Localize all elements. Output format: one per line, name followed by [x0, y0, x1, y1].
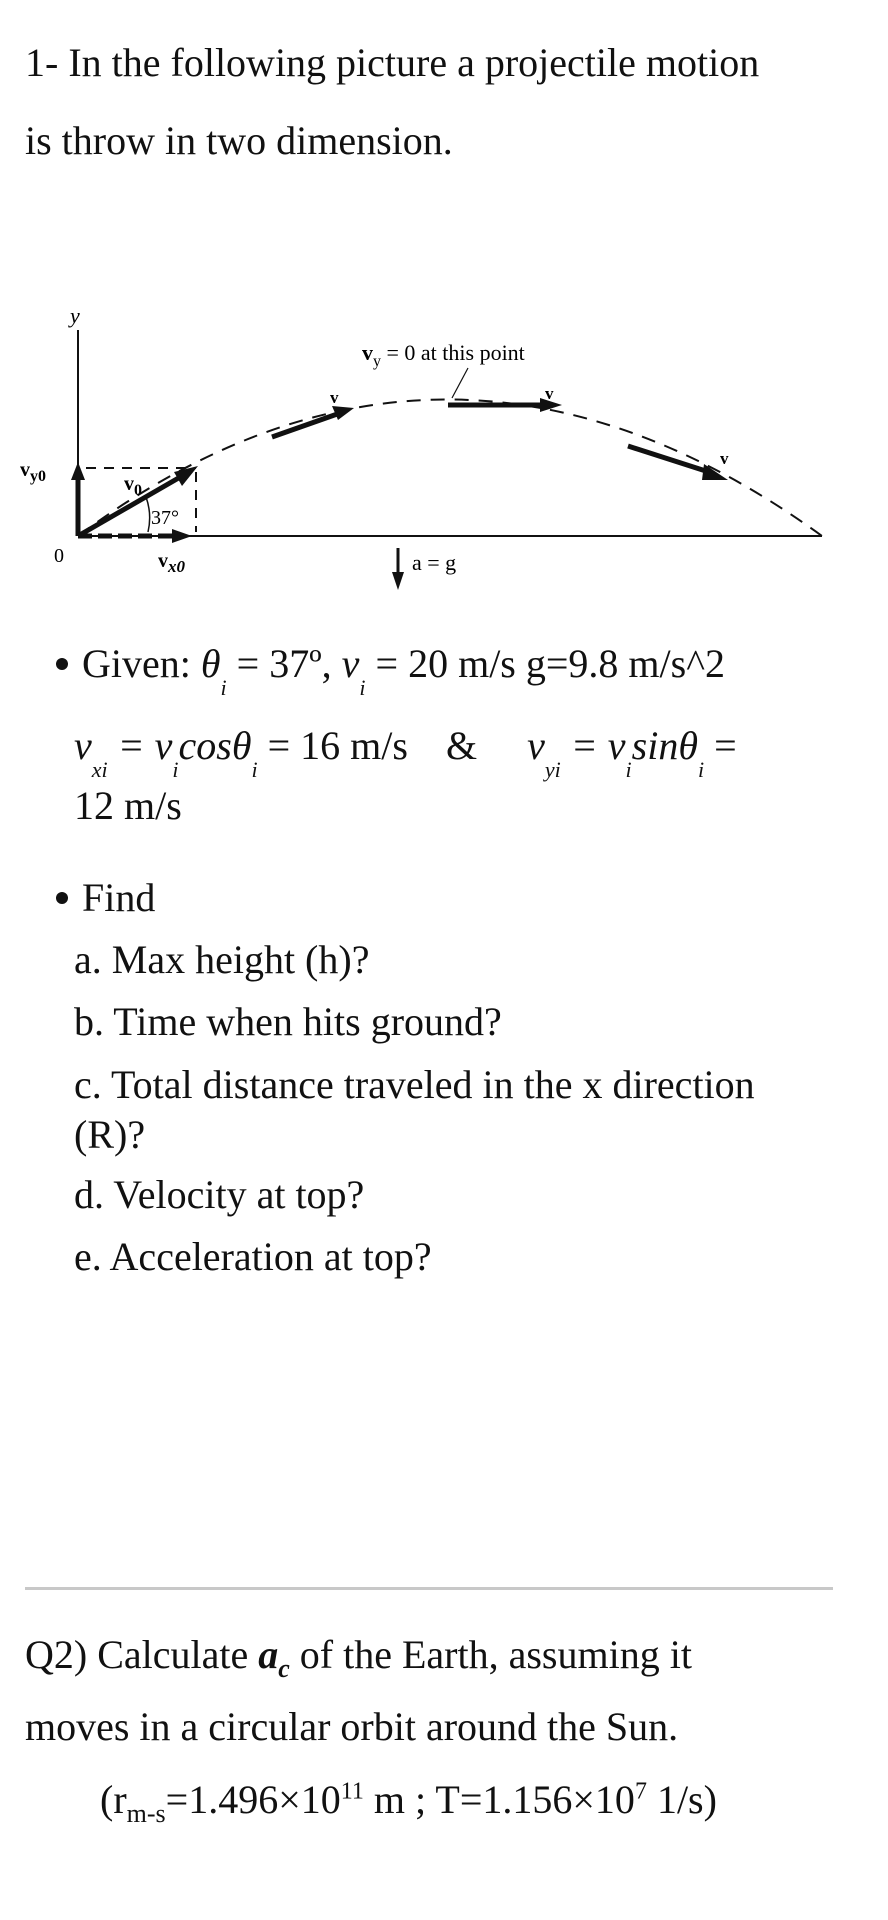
section-divider: [25, 1587, 833, 1590]
components-line: [74, 722, 737, 782]
vy-expression-b-subscript: i: [697, 757, 705, 782]
question-2-line-2: moves in a circular orbit around the Sun.: [25, 1704, 679, 1749]
acceleration-label: a = g: [412, 550, 457, 575]
vy-equals: =: [704, 723, 737, 768]
vx0-arrowhead: [172, 529, 192, 543]
angle-arc: [146, 497, 150, 532]
angle-label: 37°: [151, 507, 179, 529]
vy-zero-annotation: $v_y = 0$ at this point: [362, 340, 525, 370]
question-1-title-line-2: is throw in two dimension.: [25, 118, 453, 163]
v0-label: $v_0$: [124, 473, 142, 499]
projectile-diagram: [0, 300, 888, 600]
question-1-title-line-1: 1- In the following picture a projectile motion: [25, 40, 760, 85]
theta-subscript: i: [220, 675, 227, 700]
question-2-givens: [100, 1776, 717, 1829]
find-item-c-continued: (R)?: [74, 1112, 146, 1157]
find-heading-label: Find: [82, 875, 156, 920]
vx-result: = 16 m/s: [257, 723, 408, 768]
velocity-arrowhead-1: [332, 406, 354, 420]
vy-expression-a: = v: [560, 723, 626, 768]
v-subscript: i: [359, 675, 366, 700]
velocity-arrow-1: [272, 412, 343, 437]
ac-symbol: $a_c$: [258, 1632, 290, 1683]
vy-result-line: 12 m/s: [74, 783, 182, 828]
velocity-label-top: v: [545, 384, 554, 403]
t-unit: 1/s): [646, 1777, 717, 1822]
vy-expression-b: sinθ: [631, 723, 698, 768]
find-item-c: c. Total distance traveled in the x direction: [74, 1062, 755, 1107]
find-item-a: a. Max height (h)?: [74, 937, 370, 982]
trajectory-path: [78, 400, 822, 537]
theta-symbol: θ: [200, 641, 221, 686]
question-2-suffix: of the Earth, assuming it: [289, 1632, 692, 1677]
find-heading: [56, 874, 155, 922]
vx-expression-b-subscript: i: [251, 757, 258, 782]
bullet-icon: [56, 658, 68, 670]
r-value: =1.496×10: [165, 1777, 341, 1822]
velocity-arrow-3: [628, 446, 712, 473]
vx-expression-a: = v: [107, 723, 173, 768]
find-item-d: d. Velocity at top?: [74, 1172, 365, 1217]
vy-symbol: v: [527, 723, 545, 768]
vx-subscript: xi: [91, 757, 108, 782]
velocity-label-3: v: [720, 449, 729, 468]
r-unit-and-t: m ; T=1.156×10: [363, 1777, 635, 1822]
ampersand: &: [445, 723, 478, 768]
acceleration-arrowhead: [392, 572, 404, 590]
question-1-title: [25, 24, 865, 180]
vx-expression-b: cosθ: [178, 723, 252, 768]
vy0-arrowhead: [71, 462, 85, 480]
theta-value: = 37º,: [226, 641, 342, 686]
given-prefix: Given:: [82, 641, 201, 686]
y-axis-label: y: [70, 303, 80, 328]
v-symbol: v: [341, 641, 360, 686]
vy0-label: $v_{y0}$: [20, 459, 46, 485]
find-item-e: e. Acceleration at top?: [74, 1234, 432, 1279]
r-symbol: (r: [100, 1777, 127, 1822]
question-2: [25, 1626, 865, 1756]
vy-zero-pointer: [452, 368, 468, 398]
given-line: [56, 640, 725, 700]
v-and-g-value: = 20 m/s g=9.8 m/s^2: [365, 641, 725, 686]
vx0-label: $v_{x0}$: [158, 550, 185, 576]
bullet-icon: [56, 892, 68, 904]
r-subscript: m-s: [126, 1799, 166, 1828]
vx-expression-a-subscript: i: [172, 757, 179, 782]
t-exponent: 7: [634, 1778, 647, 1805]
vy-subscript: yi: [544, 757, 561, 782]
vx-symbol: v: [74, 723, 92, 768]
r-exponent: 11: [340, 1778, 364, 1805]
origin-label: 0: [54, 545, 64, 567]
vy-expression-a-subscript: i: [625, 757, 632, 782]
velocity-label-1: v: [330, 388, 339, 407]
question-2-line-1: [25, 1626, 865, 1698]
find-item-b: b. Time when hits ground?: [74, 999, 502, 1044]
question-2-prefix: Q2) Calculate: [25, 1632, 259, 1677]
